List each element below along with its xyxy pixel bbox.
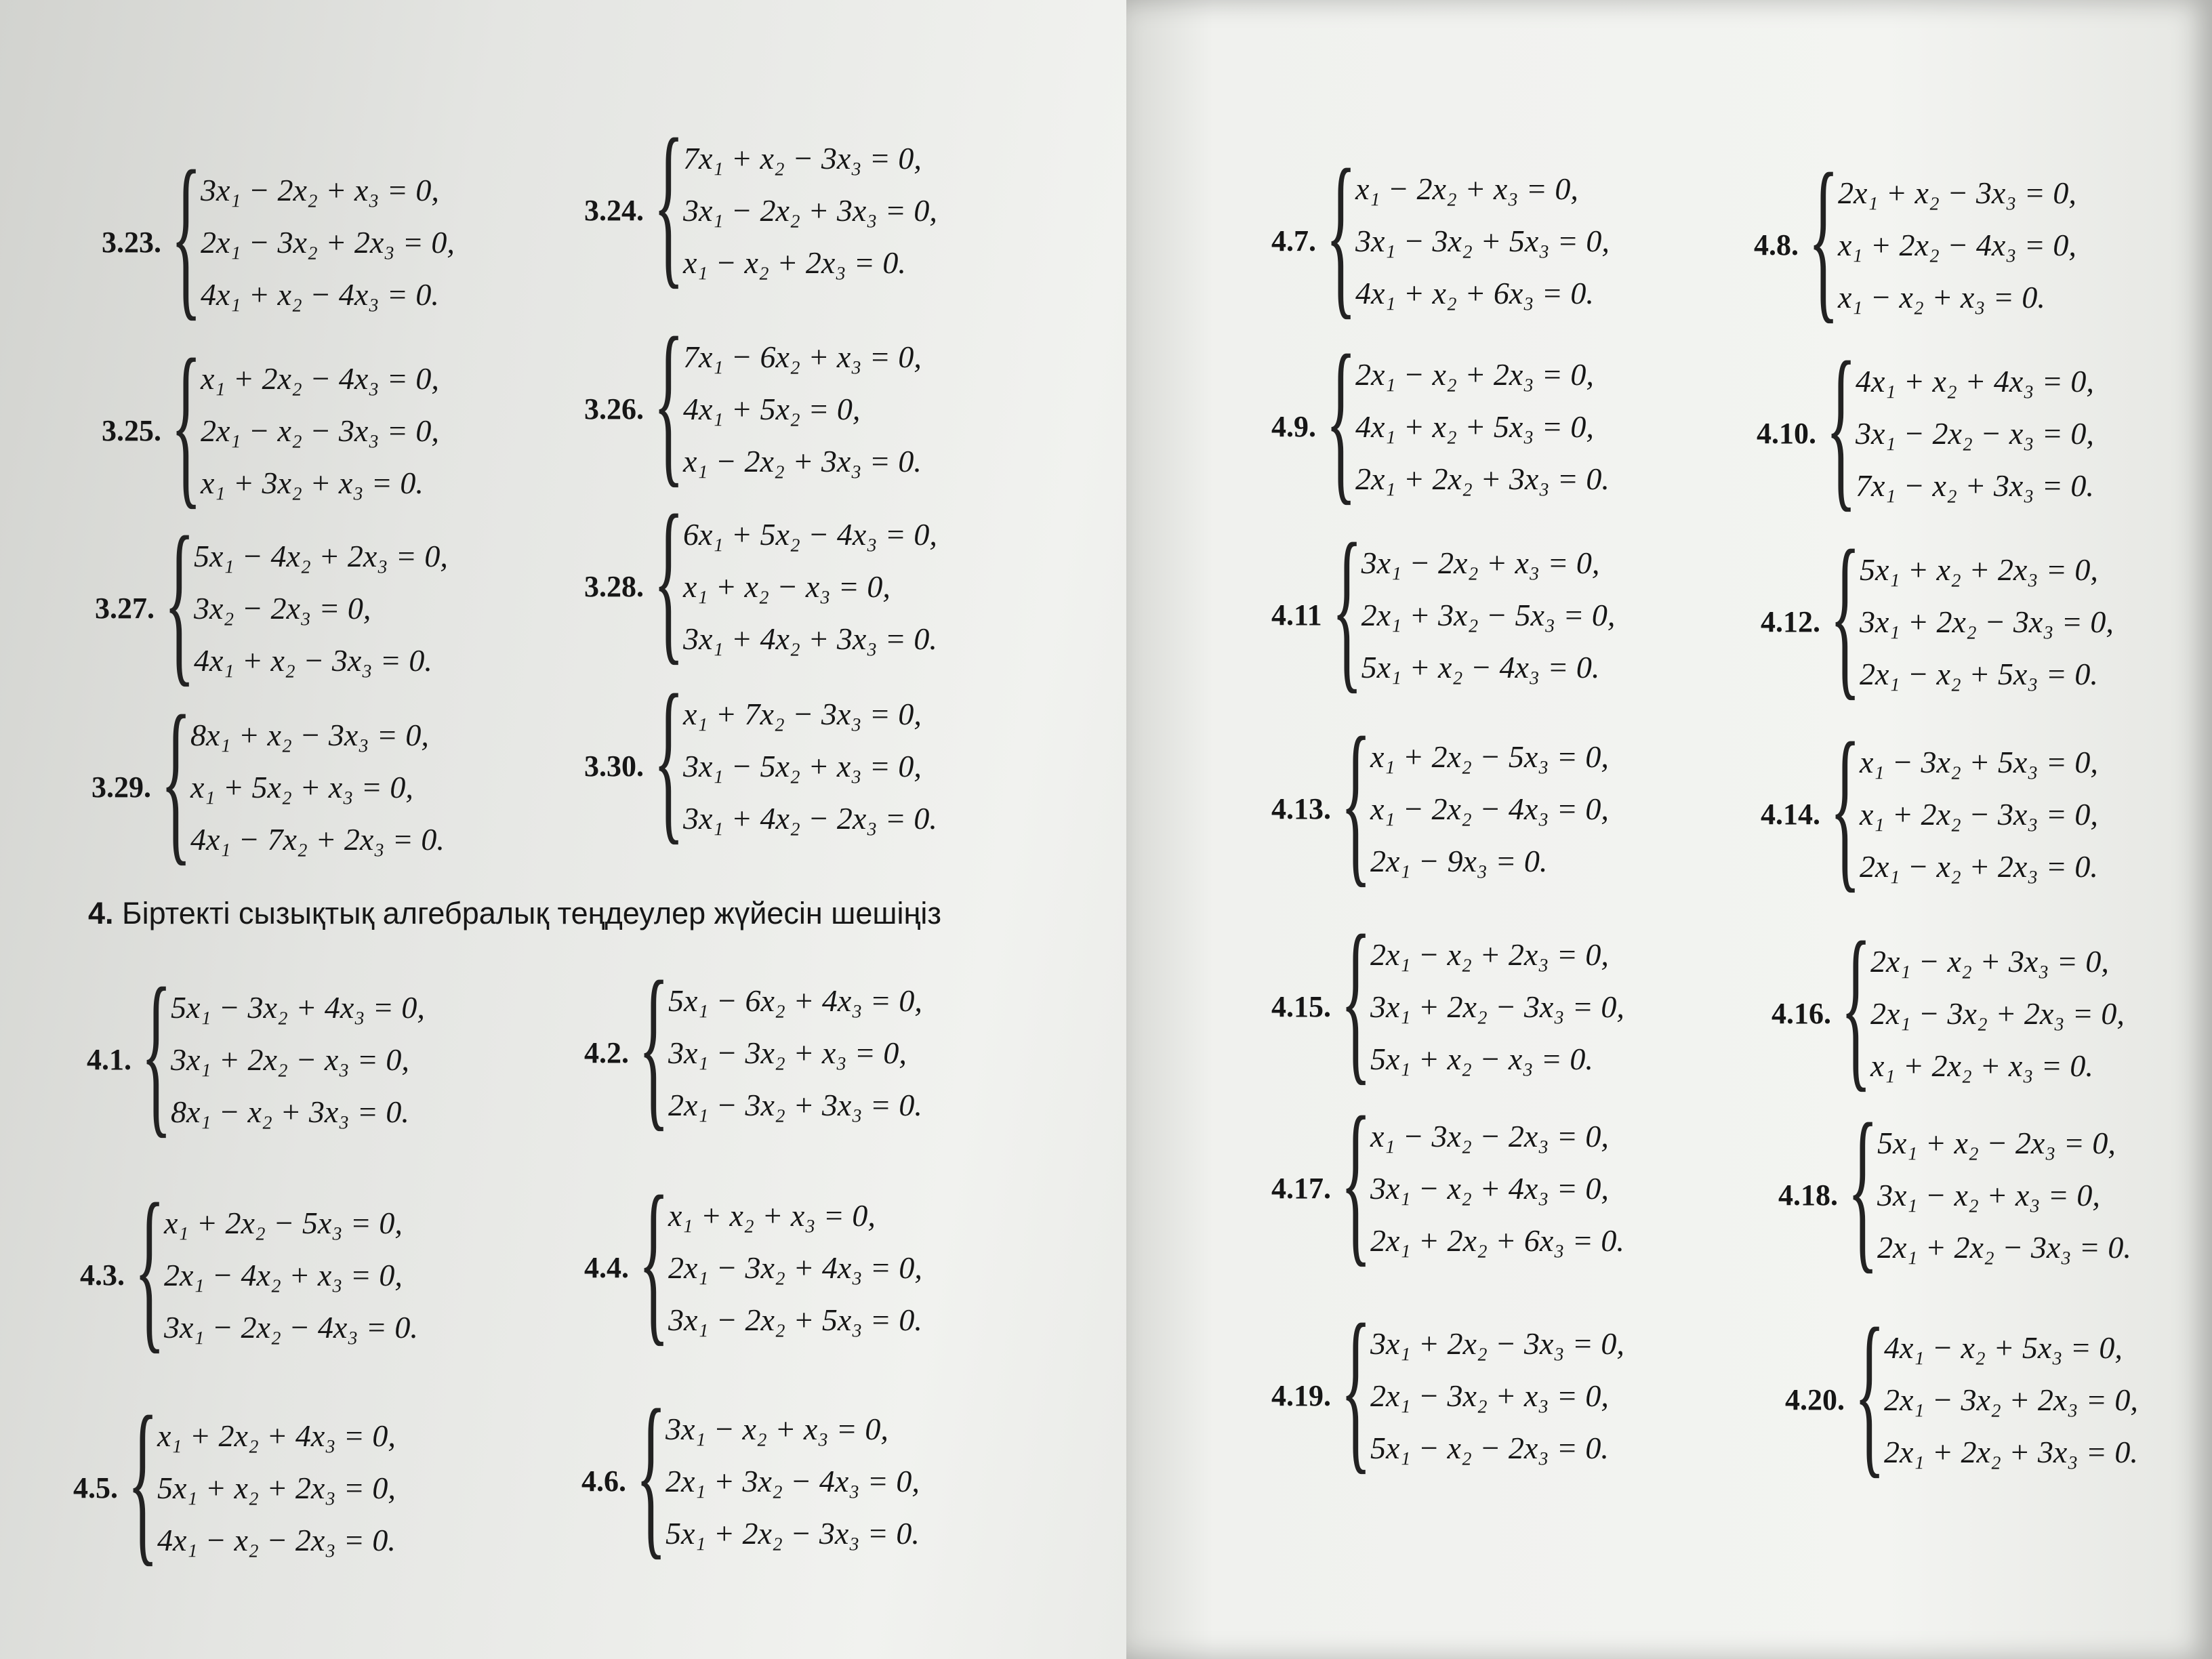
equation: 3x₁ + 2x₂ − 3x₃ = 0, <box>1860 604 2114 639</box>
equation: x₁ + x₂ + x₃ = 0, <box>668 1197 876 1233</box>
equation: 5x₁ + x₂ + 2x₃ = 0, <box>1860 552 2098 587</box>
equation-system <box>1370 1110 1624 1267</box>
equation-system <box>1355 163 1610 319</box>
problem-number: 3.30. <box>584 749 644 783</box>
problem-3-28 <box>584 478 937 680</box>
problem-number: 4.6. <box>581 1464 626 1498</box>
equation: 5x₁ + 2x₂ − 3x₃ = 0. <box>665 1515 920 1551</box>
equation: x₁ − 3x₂ − 2x₃ = 0, <box>1370 1118 1609 1153</box>
equation: 3x₁ − 2x₂ + 5x₃ = 0. <box>668 1302 922 1337</box>
problem-number: 3.26. <box>584 392 644 426</box>
equation: 2x₁ + 2x₂ + 3x₃ = 0. <box>1884 1434 2138 1469</box>
equation: x₁ + 2x₂ − 4x₃ = 0, <box>1838 227 2076 262</box>
equation-system <box>1860 736 2098 893</box>
section-heading <box>88 896 941 931</box>
equation: 8x₁ + x₂ − 3x₃ = 0, <box>190 717 429 752</box>
equation: 6x₁ + 5x₂ − 4x₃ = 0, <box>683 516 937 552</box>
problem-4-13 <box>1271 700 1609 903</box>
problem-4-19 <box>1271 1287 1624 1490</box>
equation-system <box>683 331 922 487</box>
problem-number: 4.12. <box>1761 605 1820 638</box>
equation: 5x₁ − 6x₂ + 4x₃ = 0, <box>668 983 922 1018</box>
problem-4-12 <box>1761 513 2114 716</box>
problem-number: 4.10. <box>1757 416 1816 450</box>
problem-4-10 <box>1757 325 2094 527</box>
equation: 3x₁ − 2x₂ − 4x₃ = 0. <box>164 1309 418 1345</box>
equation-system <box>194 530 448 687</box>
brace: { <box>164 499 195 702</box>
equation: x₁ + 2x₂ − 5x₃ = 0, <box>164 1205 403 1240</box>
problem-number: 3.27. <box>95 591 155 625</box>
brace: { <box>638 944 670 1147</box>
problem-number: 4.15. <box>1271 989 1331 1023</box>
equation: 2x₁ − x₂ + 3x₃ = 0, <box>1870 943 2109 979</box>
equation: 2x₁ + x₂ − 3x₃ = 0, <box>1838 175 2076 210</box>
brace: { <box>1340 1080 1372 1282</box>
equation-system <box>171 981 425 1138</box>
problem-number: 4.14. <box>1761 797 1820 831</box>
equation: 3x₁ − x₂ + x₃ = 0, <box>665 1411 888 1446</box>
equation-system <box>683 508 937 665</box>
equation: 3x₁ + 2x₂ − 3x₃ = 0, <box>1370 1326 1624 1361</box>
equation: 4x₁ − x₂ − 2x₃ = 0. <box>157 1522 396 1557</box>
problem-4-4 <box>584 1159 922 1361</box>
brace: { <box>1854 1291 1885 1494</box>
equation-system <box>668 1189 922 1346</box>
equation: 3x₁ − x₂ + 4x₃ = 0, <box>1370 1170 1609 1206</box>
problem-number: 3.28. <box>584 569 644 603</box>
brace: { <box>1826 325 1857 527</box>
equation: 2x₁ − x₂ + 5x₃ = 0. <box>1860 656 2098 691</box>
problem-number: 4.9. <box>1271 409 1316 443</box>
brace: { <box>1847 1086 1879 1289</box>
equation-system <box>1884 1322 2138 1478</box>
problem-number: 4.20. <box>1785 1382 1845 1416</box>
problem-number: 4.4. <box>584 1250 629 1284</box>
equation: 5x₁ − x₂ − 2x₃ = 0. <box>1370 1430 1609 1465</box>
brace: { <box>1331 506 1362 709</box>
equation: 4x₁ + x₂ − 3x₃ = 0. <box>194 642 432 678</box>
equation-system <box>668 975 922 1131</box>
equation: 3x₁ + 4x₂ − 2x₃ = 0. <box>683 800 937 836</box>
equation: 5x₁ + x₂ − x₃ = 0. <box>1370 1041 1593 1076</box>
equation-system <box>1370 731 1609 887</box>
equation-system <box>1361 537 1616 693</box>
problem-number: 4.1. <box>87 1042 131 1076</box>
equation: 3x₁ − 5x₂ + x₃ = 0, <box>683 748 922 783</box>
equation: 5x₁ − 4x₂ + 2x₃ = 0, <box>194 538 448 573</box>
brace: { <box>171 322 202 525</box>
problem-number: 4.3. <box>80 1258 125 1292</box>
equation: x₁ + 5x₂ + x₃ = 0, <box>190 769 413 804</box>
equation: 2x₁ + 2x₂ + 6x₃ = 0. <box>1370 1223 1624 1258</box>
equation-system <box>157 1410 396 1566</box>
equation: 7x₁ − x₂ + 3x₃ = 0. <box>1856 468 2094 503</box>
equation: 2x₁ − 3x₂ + 2x₃ = 0, <box>201 224 455 260</box>
problem-4-18 <box>1778 1086 2131 1289</box>
equation-system <box>683 132 937 289</box>
equation: 3x₁ − 2x₂ + x₃ = 0, <box>1361 545 1600 580</box>
equation: 3x₁ + 2x₂ − 3x₃ = 0, <box>1370 989 1624 1024</box>
equation: x₁ − x₂ + 2x₃ = 0. <box>683 245 906 280</box>
brace: { <box>161 678 192 881</box>
equation: 2x₁ + 3x₂ − 4x₃ = 0, <box>665 1463 920 1498</box>
equation: 3x₁ − 2x₂ + 3x₃ = 0, <box>683 192 937 228</box>
brace: { <box>171 134 202 336</box>
equation: x₁ − 2x₂ − 4x₃ = 0, <box>1370 791 1609 826</box>
problem-number: 4.16. <box>1771 996 1831 1030</box>
equation: 7x₁ + x₂ − 3x₃ = 0, <box>683 140 922 176</box>
equation-system <box>1877 1117 2131 1273</box>
problem-4-1 <box>87 951 425 1153</box>
equation: 2x₁ − 4x₂ + x₃ = 0, <box>164 1257 403 1292</box>
equation-system <box>1870 935 2125 1092</box>
equation-system <box>201 164 455 321</box>
equation: 2x₁ − 3x₂ + 2x₃ = 0, <box>1884 1382 2138 1417</box>
brace: { <box>1830 705 1861 908</box>
equation: x₁ + 2x₂ − 5x₃ = 0, <box>1370 739 1609 774</box>
equation: x₁ + 2x₂ − 4x₃ = 0, <box>201 361 439 396</box>
equation-system <box>1370 1317 1624 1474</box>
equation: 4x₁ − x₂ + 5x₃ = 0, <box>1884 1330 2123 1365</box>
problem-number: 4.17. <box>1271 1171 1331 1205</box>
equation: x₁ − 2x₂ + x₃ = 0, <box>1355 171 1578 206</box>
equation: 2x₁ − x₂ + 2x₃ = 0. <box>1860 848 2098 884</box>
equation: x₁ + 2x₂ + 4x₃ = 0, <box>157 1418 396 1453</box>
equation-system <box>1370 928 1624 1085</box>
equation: 3x₁ − 3x₂ + 5x₃ = 0, <box>1355 223 1610 258</box>
equation: 2x₁ + 2x₂ − 3x₃ = 0. <box>1877 1229 2131 1265</box>
brace: { <box>1326 132 1357 335</box>
problem-4-9 <box>1271 318 1610 520</box>
equation: 2x₁ − 3x₂ + 4x₃ = 0, <box>668 1250 922 1285</box>
problem-4-17 <box>1271 1080 1624 1282</box>
section-number: 4. <box>88 896 114 930</box>
problem-4-11 <box>1271 506 1616 709</box>
brace: { <box>653 657 684 860</box>
brace: { <box>638 1159 670 1361</box>
equation: 3x₁ + 2x₂ − x₃ = 0, <box>171 1042 409 1077</box>
equation: x₁ − 2x₂ + 3x₃ = 0. <box>683 443 922 478</box>
equation: 2x₁ − 3x₂ + 3x₃ = 0. <box>668 1087 922 1122</box>
equation-system <box>201 352 439 509</box>
problem-4-7 <box>1271 132 1610 335</box>
equation-system <box>683 688 937 844</box>
equation: 4x₁ + x₂ + 4x₃ = 0, <box>1856 363 2094 398</box>
equation: x₁ + 2x₂ + x₃ = 0. <box>1870 1048 2093 1083</box>
brace: { <box>141 951 172 1153</box>
problem-number: 3.24. <box>584 193 644 227</box>
problem-number: 4.8. <box>1754 228 1799 262</box>
equation: 5x₁ − 3x₂ + 4x₃ = 0, <box>171 989 425 1025</box>
brace: { <box>653 478 684 680</box>
equation: 3x₁ − 2x₂ − x₃ = 0, <box>1856 415 2094 451</box>
equation: 2x₁ − x₂ + 2x₃ = 0, <box>1370 937 1609 972</box>
problem-3-25 <box>102 322 439 525</box>
problem-4-8 <box>1754 136 2076 339</box>
brace: { <box>134 1166 165 1369</box>
equation: x₁ − 3x₂ + 5x₃ = 0, <box>1860 744 2098 779</box>
equation: x₁ + 7x₂ − 3x₃ = 0, <box>683 696 922 731</box>
problem-4-5 <box>73 1379 396 1582</box>
equation: x₁ + 3x₂ + x₃ = 0. <box>201 465 424 500</box>
problem-3-30 <box>584 657 937 860</box>
equation: 2x₁ − 9x₃ = 0. <box>1370 843 1548 878</box>
equation: 7x₁ − 6x₂ + x₃ = 0, <box>683 339 922 374</box>
equation-system <box>190 709 445 865</box>
brace: { <box>127 1379 159 1582</box>
equation: 4x₁ + 5x₂ = 0, <box>683 391 861 426</box>
problem-3-24 <box>584 102 937 304</box>
problem-number: 4.11 <box>1271 598 1322 632</box>
problem-4-16 <box>1771 905 2125 1107</box>
problem-4-20 <box>1785 1291 2138 1494</box>
section-title: Біртекті сызықтық алгебралық теңдеулер жүйесін шешіңіз <box>122 896 941 930</box>
problem-3-27 <box>95 499 448 702</box>
brace: { <box>1340 1287 1372 1490</box>
equation-system <box>665 1403 920 1559</box>
equation: 4x₁ + x₂ + 5x₃ = 0, <box>1355 409 1594 444</box>
problem-3-23 <box>102 134 455 336</box>
brace: { <box>1340 700 1372 903</box>
equation: 3x₂ − 2x₃ = 0, <box>194 590 371 626</box>
equation: 4x₁ + x₂ − 4x₃ = 0. <box>201 276 439 312</box>
equation: 3x₁ − 3x₂ + x₃ = 0, <box>668 1035 907 1070</box>
equation-system <box>1838 167 2076 323</box>
problem-number: 4.19. <box>1271 1378 1331 1412</box>
equation: 3x₁ − x₂ + x₃ = 0, <box>1877 1177 2100 1212</box>
equation-system <box>1355 348 1610 505</box>
equation-system <box>1860 544 2114 700</box>
equation: 2x₁ − x₂ + 2x₃ = 0, <box>1355 356 1594 392</box>
problem-number: 4.13. <box>1271 792 1331 825</box>
problem-number: 4.18. <box>1778 1178 1838 1212</box>
brace: { <box>1340 898 1372 1101</box>
problem-4-15 <box>1271 898 1624 1101</box>
problem-number: 3.23. <box>102 225 161 259</box>
equation-system <box>1856 355 2094 512</box>
brace: { <box>1841 905 1872 1107</box>
brace: { <box>653 300 684 503</box>
brace: { <box>1830 513 1861 716</box>
equation: x₁ + 2x₂ − 3x₃ = 0, <box>1860 796 2098 832</box>
problem-number: 3.29. <box>91 770 151 804</box>
equation: 2x₁ + 2x₂ + 3x₃ = 0. <box>1355 461 1610 496</box>
equation: 3x₁ − 2x₂ + x₃ = 0, <box>201 172 439 207</box>
problem-number: 4.7. <box>1271 224 1316 258</box>
problem-number: 3.25. <box>102 413 161 447</box>
equation: 8x₁ − x₂ + 3x₃ = 0. <box>171 1094 409 1129</box>
brace: { <box>1808 136 1839 339</box>
equation: 2x₁ − 3x₂ + x₃ = 0, <box>1370 1378 1609 1413</box>
problem-4-2 <box>584 944 922 1147</box>
problem-number: 4.5. <box>73 1471 118 1504</box>
brace: { <box>1326 318 1357 520</box>
equation: 5x₁ + x₂ + 2x₃ = 0, <box>157 1470 396 1505</box>
equation: 3x₁ + 4x₂ + 3x₃ = 0. <box>683 621 937 656</box>
brace: { <box>636 1372 667 1575</box>
problem-4-3 <box>80 1166 418 1369</box>
brace: { <box>653 102 684 304</box>
problem-4-6 <box>581 1372 920 1575</box>
right-page <box>1126 0 2212 1659</box>
equation: 5x₁ + x₂ − 4x₃ = 0. <box>1361 649 1600 684</box>
equation: x₁ − x₂ + x₃ = 0. <box>1838 279 2045 314</box>
equation: 2x₁ − 3x₂ + 2x₃ = 0, <box>1870 996 2125 1031</box>
problem-number: 4.2. <box>584 1036 629 1069</box>
equation: 2x₁ − x₂ − 3x₃ = 0, <box>201 413 439 448</box>
equation: x₁ + x₂ − x₃ = 0, <box>683 569 890 604</box>
equation: 4x₁ + x₂ + 6x₃ = 0. <box>1355 275 1594 310</box>
problem-3-29 <box>91 678 445 881</box>
problem-3-26 <box>584 300 922 503</box>
equation: 4x₁ − 7x₂ + 2x₃ = 0. <box>190 821 445 857</box>
equation: 2x₁ + 3x₂ − 5x₃ = 0, <box>1361 597 1616 632</box>
equation-system <box>164 1197 418 1353</box>
problem-4-14 <box>1761 705 2098 908</box>
equation: 5x₁ + x₂ − 2x₃ = 0, <box>1877 1125 2116 1160</box>
